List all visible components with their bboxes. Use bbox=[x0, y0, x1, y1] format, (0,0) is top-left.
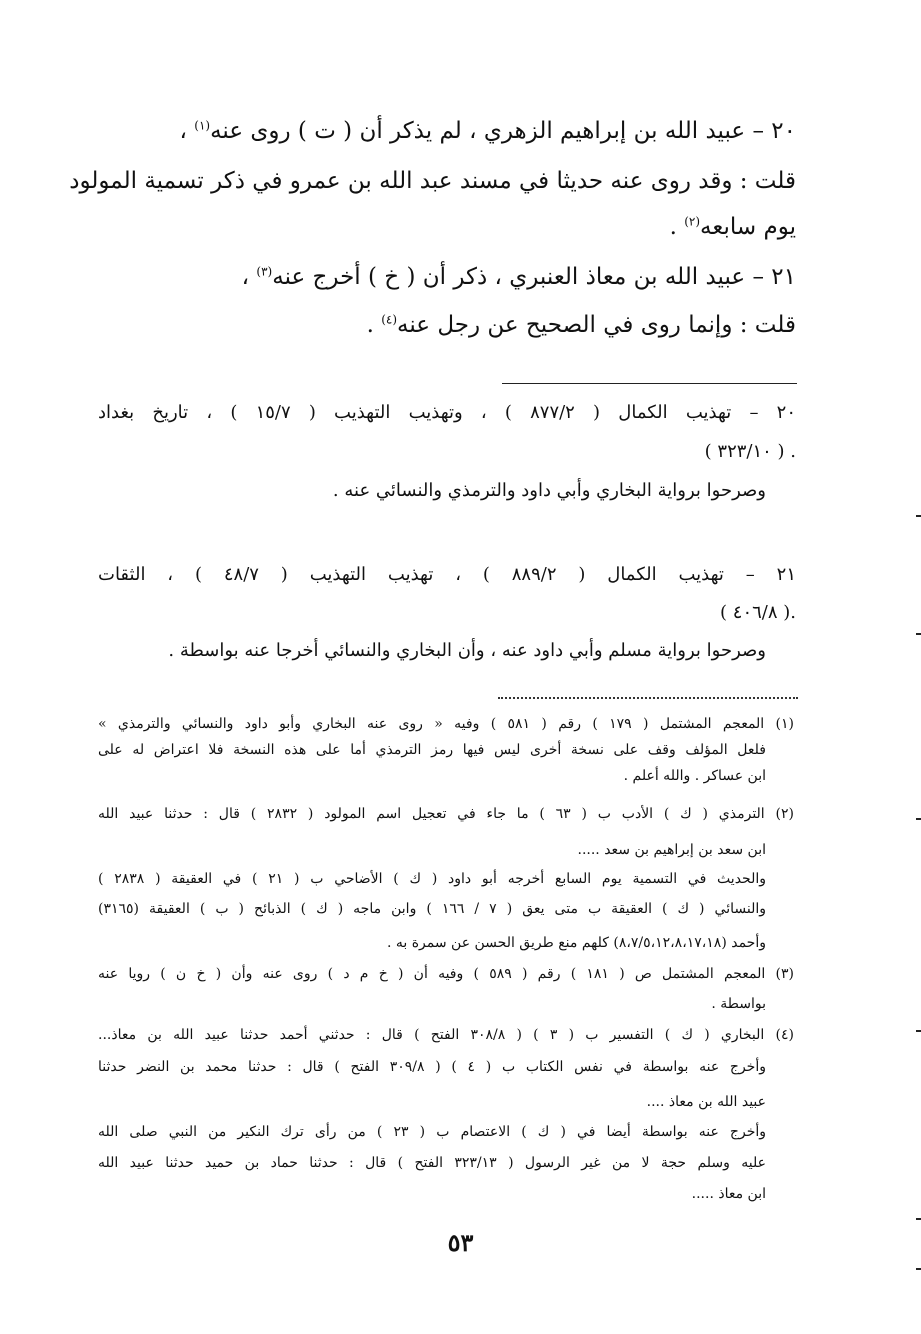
note-21-line-2: .( ٤٠٦/٨ ) bbox=[720, 602, 796, 623]
entry-21-text: ٢١ – عبيد الله بن معاذ العنبري ، ذكر أن ( خ ) أخرج عنه bbox=[272, 264, 796, 290]
footnote-separator bbox=[498, 697, 798, 699]
entry-20-line-1 bbox=[180, 118, 797, 144]
footnote-2-line-3: والحديث في التسمية يوم السابع أخرجه أبو داود ( ك ) الأضاحي ب ( ٢١ ) في العقيقة ( ٢٨٣٨ ) bbox=[98, 871, 766, 887]
note-20-line-1: ٢٠ – تهذيب الكمال ( ٨٧٧/٢ ) ، وتهذيب التهذيب ( ١٥/٧ ) ، تاريخ بغداد bbox=[98, 402, 796, 423]
footnote-ref-4[interactable]: (٤) bbox=[381, 312, 398, 327]
punctuation: . bbox=[366, 312, 374, 338]
footnote-4-line-6: ابن معاذ ..... bbox=[691, 1186, 766, 1202]
footnote-4-line-4: وأخرج عنه بواسطة أيضا في ( ك ) الاعتصام ب ( ٢٣ ) من رأى ترك النكير من النبي صلى الله bbox=[98, 1124, 766, 1140]
punctuation: ، bbox=[179, 118, 187, 144]
footnote-4-line-1: (٤) البخاري ( ك ) التفسير ب ( ٣ ) ( ٣٠٨/٨ الفتح ) قال : حدثني أحمد حدثنا عبيد الله بن معاذ... bbox=[98, 1027, 794, 1043]
footnote-4-line-5: عليه وسلم حجة لا من غير الرسول ( ٣٢٣/١٣ الفتح ) قال : حدثنا حماد بن حميد حدثنا عبيد الله bbox=[98, 1155, 766, 1171]
separator-rule bbox=[502, 383, 797, 384]
scan-mark bbox=[916, 1030, 921, 1032]
footnote-2-line-1: (٢) الترمذي ( ك ) الأدب ب ( ٦٣ ) ما جاء في تعجيل اسم المولود ( ٢٨٣٢ ) قال : حدثنا عبيد الله bbox=[98, 806, 794, 822]
punctuation: . bbox=[669, 214, 677, 240]
footnote-3-line-1: (٣) المعجم المشتمل ص ( ١٨١ ) رقم ( ٥٨٩ ) وفيه أن ( خ م د ) روى عنه وأن ( خ ن ) رويا عنه bbox=[98, 966, 794, 982]
footnote-4-line-2: وأخرج عنه بواسطة في نفس الكتاب ب ( ٤ ) ( ٣٠٩/٨ الفتح ) قال : حدثنا محمد بن النضر حدثنا bbox=[98, 1059, 766, 1075]
footnote-1-line-2: فلعل المؤلف وقف على نسخة أخرى ليس فيها رمز الترمذي أما على هذه النسخة فلا اعتراض له على bbox=[98, 742, 766, 758]
footnote-ref-2[interactable]: (٢) bbox=[684, 214, 701, 229]
footnote-3-line-2: بواسطة . bbox=[711, 996, 766, 1012]
footnote-1-line-3: ابن عساكر . والله أعلم . bbox=[623, 768, 766, 784]
entry-20-text: ٢٠ – عبيد الله بن إبراهيم الزهري ، لم يذكر أن ( ت ) روى عنه bbox=[210, 118, 796, 144]
entry-20-text-end: يوم سابعه bbox=[700, 214, 796, 240]
scan-mark bbox=[916, 633, 921, 635]
footnote-2-line-5: وأحمد (٨،٧/٥،١٢،٨،١٧،١٨) كلهم منع طريق الحسن عن سمرة به . bbox=[386, 935, 766, 951]
entry-21-text-end: قلت : وإنما روى في الصحيح عن رجل عنه bbox=[397, 312, 796, 338]
footnote-1-line-1: (١) المعجم المشتمل ( ١٧٩ ) رقم ( ٥٨١ ) وفيه « روى عنه البخاري وأبو داود والنسائي والترمذي » bbox=[98, 716, 795, 732]
note-21-line-3: وصرحوا برواية مسلم وأبي داود عنه ، وأن البخاري والنسائي أخرجا عنه بواسطة . bbox=[168, 640, 766, 661]
entry-20-line-2: قلت : وقد روى عنه حديثا في مسند عبد الله بن عمرو في ذكر تسمية المولود bbox=[69, 168, 796, 194]
entry-21-line-1 bbox=[242, 264, 796, 290]
entry-21-line-2 bbox=[367, 312, 796, 338]
footnote-2-line-4: والنسائي ( ك ) العقيقة ب متى يعق ( ٧ / ١٦٦ ) وابن ماجه ( ك ) الذبائح ( ب ) العقيقة (٣١٦٥) bbox=[98, 901, 766, 917]
footnote-ref-3[interactable]: (٣) bbox=[256, 264, 273, 279]
scan-mark bbox=[916, 818, 921, 820]
footnote-4-line-3: عبيد الله بن معاذ .... bbox=[646, 1094, 766, 1110]
scan-mark bbox=[916, 515, 921, 517]
note-20-line-3: وصرحوا برواية البخاري وأبي داود والترمذي والنسائي عنه . bbox=[332, 480, 766, 501]
footnote-2-line-2: ابن سعد بن إبراهيم بن سعد ..... bbox=[577, 842, 766, 858]
page-number: ٥٣ bbox=[447, 1228, 474, 1257]
note-21-line-1: ٢١ – تهذيب الكمال ( ٨٨٩/٢ ) ، تهذيب التهذيب ( ٤٨/٧ ) ، الثقات bbox=[98, 564, 796, 585]
note-20-line-2: . ( ٣٢٣/١٠ ) bbox=[704, 441, 796, 462]
scan-mark bbox=[916, 1218, 921, 1220]
scan-mark bbox=[916, 1268, 921, 1270]
footnote-ref-1[interactable]: (١) bbox=[194, 118, 211, 133]
punctuation: ، bbox=[241, 264, 250, 290]
entry-20-line-3 bbox=[670, 214, 796, 240]
